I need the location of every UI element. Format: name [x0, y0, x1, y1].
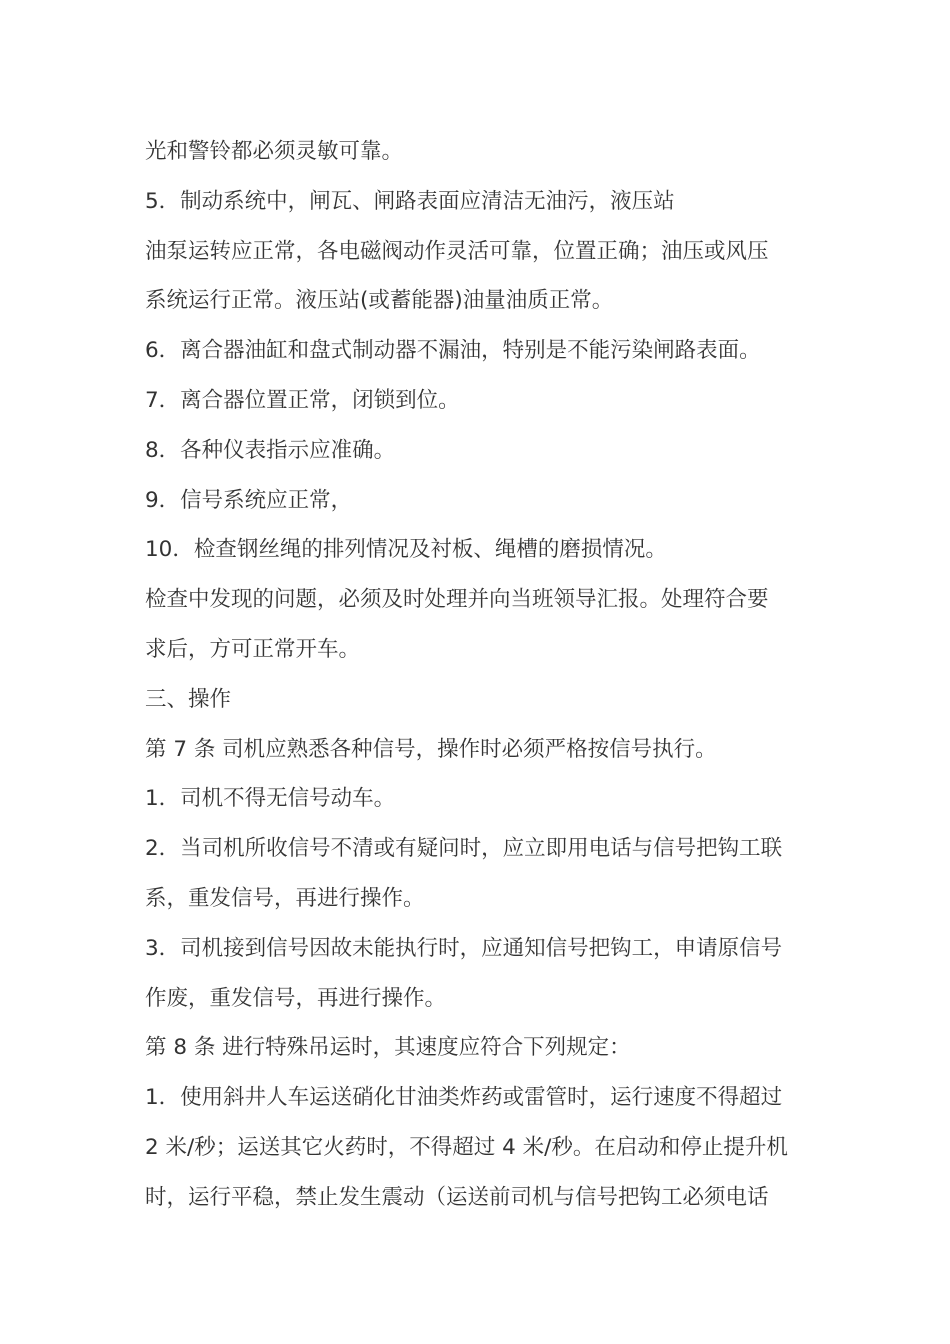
section-heading: 三、操作 — [145, 686, 232, 712]
text-line: 10．检查钢丝绳的排列情况及衬板、绳槽的磨损情况。 — [145, 537, 667, 563]
text-line: 系统运行正常。液压站(或蓄能器)油量油质正常。 — [145, 288, 614, 314]
document-body — [145, 133, 815, 1229]
text-line: 油泵运转应正常，各电磁阀动作灵活可靠，位置正确；油压或风压 — [145, 238, 769, 264]
text-line: 作废，重发信号，再进行操作。 — [145, 985, 447, 1011]
text-line: 9．信号系统应正常， — [145, 487, 353, 513]
text-line: 2．当司机所收信号不清或有疑问时，应立即用电话与信号把钩工联 — [145, 836, 783, 862]
text-line: 1．使用斜井人车运送硝化甘油类炸药或雷管时，运行速度不得超过 — [145, 1085, 783, 1111]
text-line: 2 米/秒；运送其它火药时，不得超过 4 米/秒。在启动和停止提升机 — [145, 1134, 788, 1160]
text-line: 时，运行平稳，禁止发生震动（运送前司机与信号把钩工必须电话 — [145, 1184, 769, 1210]
article-heading: 第 8 条 进行特殊吊运时，其速度应符合下列规定： — [145, 1035, 631, 1061]
text-line: 系，重发信号，再进行操作。 — [145, 885, 425, 911]
article-heading: 第 7 条 司机应熟悉各种信号，操作时必须严格按信号执行。 — [145, 736, 717, 762]
text-line: 3．司机接到信号因故未能执行时，应通知信号把钩工，申请原信号 — [145, 935, 783, 961]
text-line: 6．离合器油缸和盘式制动器不漏油，特别是不能污染闸路表面。 — [145, 338, 761, 364]
text-line: 检查中发现的问题，必须及时处理并向当班领导汇报。处理符合要 — [145, 587, 769, 613]
text-line: 7．离合器位置正常，闭锁到位。 — [145, 387, 460, 413]
text-line: 1．司机不得无信号动车。 — [145, 786, 396, 812]
text-line: 求后，方可正常开车。 — [145, 636, 361, 662]
text-line: 5．制动系统中，闸瓦、闸路表面应清洁无油污，液压站 — [145, 188, 675, 214]
text-line: 8．各种仪表指示应准确。 — [145, 437, 396, 463]
text-line: 光和警铃都必须灵敏可靠。 — [145, 139, 404, 164]
